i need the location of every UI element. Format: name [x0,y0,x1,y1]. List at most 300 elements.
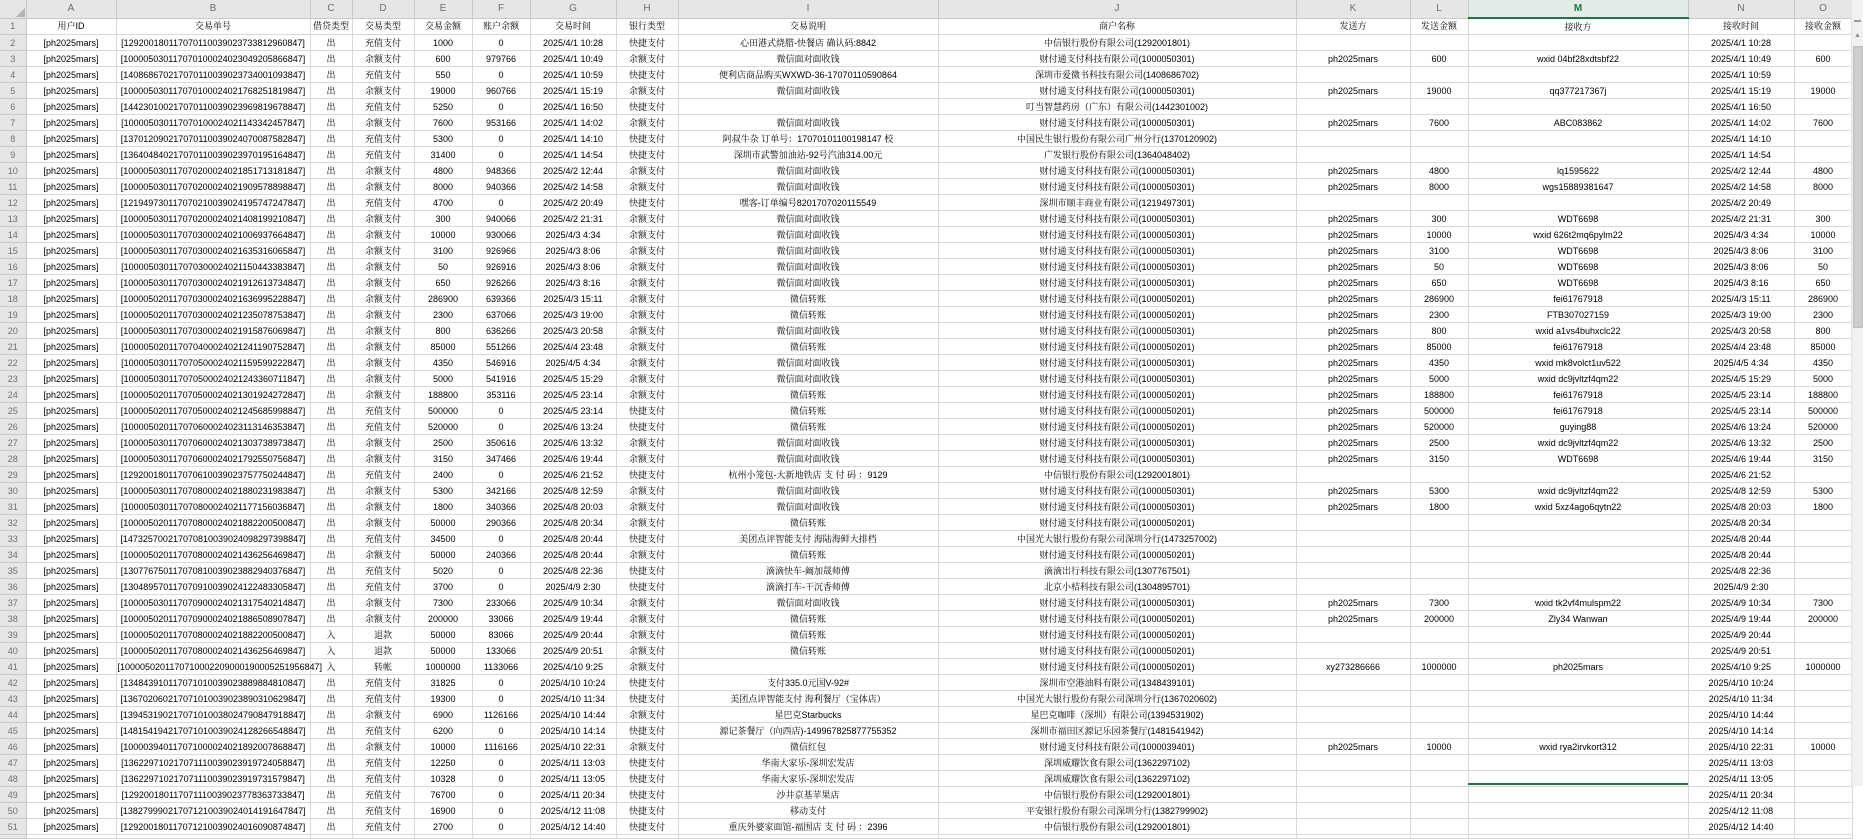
cell-A40[interactable]: [ph2025mars] [26,643,116,659]
cell-N8[interactable]: 2025/4/1 14:10 [1688,131,1794,147]
cell-H45[interactable]: 快捷支付 [616,723,678,739]
cell-B40[interactable]: [100005020117070800024021436256469847] [116,643,310,659]
cell-E44[interactable]: 6900 [414,707,472,723]
cell-B37[interactable]: [100005030117070900024021317540214847] [116,595,310,611]
cell-I49[interactable]: 沙井京基苹果店 [678,787,938,803]
cell-H27[interactable]: 余额支付 [616,435,678,451]
cell-M37[interactable]: wxid tk2vf4mulspm22 [1468,595,1688,611]
cell-F11[interactable]: 940366 [472,179,530,195]
row-header-5[interactable]: 5 [0,83,26,99]
cell-D7[interactable]: 余额支付 [352,115,414,131]
cell-D6[interactable]: 充值支付 [352,99,414,115]
cell-B28[interactable]: [100005030117070600024021792550756847] [116,451,310,467]
row-header-24[interactable]: 24 [0,387,26,403]
cell-I25[interactable]: 微信转账 [678,403,938,419]
cell-I23[interactable]: 微信面对面收钱 [678,371,938,387]
cell-N38[interactable]: 2025/4/9 19:44 [1688,611,1794,627]
cell-M3[interactable]: wxid 04bf28xdtsbf22 [1468,51,1688,67]
cell-D45[interactable]: 充值支付 [352,723,414,739]
cell-N41[interactable]: 2025/4/10 9:25 [1688,659,1794,675]
cell-O39[interactable] [1794,627,1852,643]
cell-A19[interactable]: [ph2025mars] [26,307,116,323]
cell-K35[interactable] [1296,563,1410,579]
cell-K6[interactable] [1296,99,1410,115]
cell-G13[interactable]: 2025/4/2 21:31 [530,211,616,227]
cell-I18[interactable]: 微信转账 [678,291,938,307]
cell-C9[interactable]: 出 [310,147,352,163]
cell-A24[interactable]: [ph2025mars] [26,387,116,403]
row-header-38[interactable]: 38 [0,611,26,627]
cell-C40[interactable]: 入 [310,643,352,659]
cell-D38[interactable]: 余额支付 [352,611,414,627]
cell-E22[interactable]: 4350 [414,355,472,371]
cell-G7[interactable]: 2025/4/1 14:02 [530,115,616,131]
row-header-2[interactable]: 2 [0,35,26,51]
cell-M52[interactable] [1468,835,1688,839]
cell-K26[interactable]: ph2025mars [1296,419,1410,435]
cell-E30[interactable]: 5300 [414,483,472,499]
cell-A33[interactable]: [ph2025mars] [26,531,116,547]
cell-I10[interactable]: 微信面对面收钱 [678,163,938,179]
cell-D20[interactable]: 余额支付 [352,323,414,339]
cell-K19[interactable]: ph2025mars [1296,307,1410,323]
cell-M7[interactable]: ABC083862 [1468,115,1688,131]
cell-A44[interactable]: [ph2025mars] [26,707,116,723]
field-header-L[interactable]: 发送金额 [1410,18,1468,35]
cell-H18[interactable]: 余额支付 [616,291,678,307]
cell-I28[interactable]: 微信面对面收钱 [678,451,938,467]
cell-G27[interactable]: 2025/4/6 13:32 [530,435,616,451]
cell-K48[interactable] [1296,771,1410,787]
cell-N14[interactable]: 2025/4/3 4:34 [1688,227,1794,243]
cell-A41[interactable]: [ph2025mars] [26,659,116,675]
cell-G18[interactable]: 2025/4/3 15:11 [530,291,616,307]
cell-D47[interactable]: 充值支付 [352,755,414,771]
cell-N45[interactable]: 2025/4/10 14:14 [1688,723,1794,739]
cell-M47[interactable] [1468,755,1688,771]
cell-O44[interactable] [1794,707,1852,723]
cell-B34[interactable]: [100005020117070800024021436256469847] [116,547,310,563]
cell-F13[interactable]: 940066 [472,211,530,227]
cell-D12[interactable]: 充值支付 [352,195,414,211]
cell-D35[interactable]: 充值支付 [352,563,414,579]
cell-E24[interactable]: 188800 [414,387,472,403]
cell-G44[interactable]: 2025/4/10 14:44 [530,707,616,723]
cell-I46[interactable]: 微信红包 [678,739,938,755]
cell-O27[interactable]: 2500 [1794,435,1852,451]
cell-D39[interactable]: 退款 [352,627,414,643]
cell-G52[interactable] [530,835,616,839]
cell-F52[interactable] [472,835,530,839]
cell-A10[interactable]: [ph2025mars] [26,163,116,179]
cell-E51[interactable]: 2700 [414,819,472,835]
cell-N16[interactable]: 2025/4/3 8:06 [1688,259,1794,275]
cell-A32[interactable]: [ph2025mars] [26,515,116,531]
cell-I32[interactable]: 微信转账 [678,515,938,531]
cell-L37[interactable]: 7300 [1410,595,1468,611]
cell-L8[interactable] [1410,131,1468,147]
cell-G29[interactable]: 2025/4/6 21:52 [530,467,616,483]
cell-F35[interactable]: 0 [472,563,530,579]
cell-K11[interactable]: ph2025mars [1296,179,1410,195]
cell-J11[interactable]: 财付通支付科技有限公司(1000050301) [938,179,1296,195]
cell-D10[interactable]: 余额支付 [352,163,414,179]
row-header-31[interactable]: 31 [0,499,26,515]
cell-D26[interactable]: 充值支付 [352,419,414,435]
cell-K9[interactable] [1296,147,1410,163]
cell-L33[interactable] [1410,531,1468,547]
cell-A30[interactable]: [ph2025mars] [26,483,116,499]
cell-J6[interactable]: 叮当智慧药房（广东）有限公司(1442301002) [938,99,1296,115]
cell-C17[interactable]: 出 [310,275,352,291]
column-header-G[interactable]: G [530,0,616,18]
cell-E50[interactable]: 16900 [414,803,472,819]
cell-J29[interactable]: 中信银行股份有限公司(1292001801) [938,467,1296,483]
cell-G3[interactable]: 2025/4/1 10:49 [530,51,616,67]
cell-F33[interactable]: 0 [472,531,530,547]
cell-O6[interactable] [1794,99,1852,115]
cell-C11[interactable]: 出 [310,179,352,195]
cell-A18[interactable]: [ph2025mars] [26,291,116,307]
cell-O11[interactable]: 8000 [1794,179,1852,195]
cell-N2[interactable]: 2025/4/1 10:28 [1688,35,1794,51]
cell-B8[interactable]: [137012090217070110039024070087582847] [116,131,310,147]
cell-K28[interactable]: ph2025mars [1296,451,1410,467]
cell-N17[interactable]: 2025/4/3 8:16 [1688,275,1794,291]
cell-K10[interactable]: ph2025mars [1296,163,1410,179]
cell-H52[interactable] [616,835,678,839]
column-header-E[interactable]: E [414,0,472,18]
cell-O21[interactable]: 85000 [1794,339,1852,355]
cell-B12[interactable]: [121949730117070210039024195747247847] [116,195,310,211]
cell-I5[interactable]: 微信面对面收钱 [678,83,938,99]
cell-I15[interactable]: 微信面对面收钱 [678,243,938,259]
cell-E39[interactable]: 50000 [414,627,472,643]
cell-D11[interactable]: 余额支付 [352,179,414,195]
cell-K16[interactable]: ph2025mars [1296,259,1410,275]
column-header-D[interactable]: D [352,0,414,18]
cell-F23[interactable]: 541916 [472,371,530,387]
cell-J23[interactable]: 财付通支付科技有限公司(1000050301) [938,371,1296,387]
cell-O29[interactable] [1794,467,1852,483]
cell-G51[interactable]: 2025/4/12 14:40 [530,819,616,835]
cell-M29[interactable] [1468,467,1688,483]
cell-A43[interactable]: [ph2025mars] [26,691,116,707]
cell-C30[interactable]: 出 [310,483,352,499]
cell-I40[interactable]: 微信转账 [678,643,938,659]
cell-I19[interactable]: 微信转账 [678,307,938,323]
cell-H43[interactable]: 快捷支付 [616,691,678,707]
cell-O41[interactable]: 1000000 [1794,659,1852,675]
cell-B47[interactable]: [136229710217071110039023919724058847] [116,755,310,771]
cell-G2[interactable]: 2025/4/1 10:28 [530,35,616,51]
cell-E27[interactable]: 2500 [414,435,472,451]
cell-G32[interactable]: 2025/4/8 20:34 [530,515,616,531]
cell-F45[interactable]: 0 [472,723,530,739]
cell-M45[interactable] [1468,723,1688,739]
cell-L40[interactable] [1410,643,1468,659]
cell-C31[interactable]: 出 [310,499,352,515]
cell-K38[interactable]: ph2025mars [1296,611,1410,627]
cell-D49[interactable]: 充值支付 [352,787,414,803]
cell-A3[interactable]: [ph2025mars] [26,51,116,67]
cell-J38[interactable]: 财付通支付科技有限公司(1000050201) [938,611,1296,627]
cell-C21[interactable]: 出 [310,339,352,355]
cell-G39[interactable]: 2025/4/9 20:44 [530,627,616,643]
row-header-9[interactable]: 9 [0,147,26,163]
cell-M13[interactable]: WDT6698 [1468,211,1688,227]
cell-F30[interactable]: 342166 [472,483,530,499]
cell-O26[interactable]: 520000 [1794,419,1852,435]
cell-C13[interactable]: 出 [310,211,352,227]
cell-K15[interactable]: ph2025mars [1296,243,1410,259]
cell-C23[interactable]: 出 [310,371,352,387]
cell-L24[interactable]: 188800 [1410,387,1468,403]
cell-H21[interactable]: 余额支付 [616,339,678,355]
cell-H16[interactable]: 余额支付 [616,259,678,275]
cell-K2[interactable] [1296,35,1410,51]
cell-A45[interactable]: [ph2025mars] [26,723,116,739]
vertical-scrollbar[interactable] [1851,0,1863,786]
cell-E47[interactable]: 12250 [414,755,472,771]
cell-C39[interactable]: 入 [310,627,352,643]
field-header-I[interactable]: 交易说明 [678,18,938,35]
row-header-7[interactable]: 7 [0,115,26,131]
cell-M8[interactable] [1468,131,1688,147]
field-header-B[interactable]: 交易单号 [116,18,310,35]
cell-M6[interactable] [1468,99,1688,115]
cell-A22[interactable]: [ph2025mars] [26,355,116,371]
field-header-F[interactable]: 账户余额 [472,18,530,35]
cell-L22[interactable]: 4350 [1410,355,1468,371]
cell-F10[interactable]: 948366 [472,163,530,179]
row-header-46[interactable]: 46 [0,739,26,755]
cell-E4[interactable]: 550 [414,67,472,83]
cell-E20[interactable]: 800 [414,323,472,339]
cell-L20[interactable]: 800 [1410,323,1468,339]
cell-E6[interactable]: 5250 [414,99,472,115]
cell-N52[interactable] [1688,835,1794,839]
cell-H51[interactable]: 快捷支付 [616,819,678,835]
cell-K33[interactable] [1296,531,1410,547]
cell-I20[interactable]: 微信面对面收钱 [678,323,938,339]
cell-M9[interactable] [1468,147,1688,163]
cell-B17[interactable]: [100005030117070300024021912613734847] [116,275,310,291]
cell-J44[interactable]: 星巴克咖啡（深圳）有限公司(1394531902) [938,707,1296,723]
row-header-49[interactable]: 49 [0,787,26,803]
cell-E11[interactable]: 8000 [414,179,472,195]
cell-M44[interactable] [1468,707,1688,723]
cell-J15[interactable]: 财付通支付科技有限公司(1000050301) [938,243,1296,259]
cell-B15[interactable]: [100005030117070300024021635316065847] [116,243,310,259]
cell-N24[interactable]: 2025/4/5 23:14 [1688,387,1794,403]
cell-N36[interactable]: 2025/4/9 2:30 [1688,579,1794,595]
cell-E18[interactable]: 286900 [414,291,472,307]
cell-J33[interactable]: 中国光大银行股份有限公司深圳分行(1473257002) [938,531,1296,547]
cell-A9[interactable]: [ph2025mars] [26,147,116,163]
row-header-43[interactable]: 43 [0,691,26,707]
cell-D51[interactable]: 充值支付 [352,819,414,835]
cell-O32[interactable] [1794,515,1852,531]
cell-A48[interactable]: [ph2025mars] [26,771,116,787]
cell-H13[interactable]: 余额支付 [616,211,678,227]
cell-J9[interactable]: 广发银行股份有限公司(1364048402) [938,147,1296,163]
cell-A2[interactable]: [ph2025mars] [26,35,116,51]
cell-L43[interactable] [1410,691,1468,707]
cell-F5[interactable]: 960766 [472,83,530,99]
cell-B25[interactable]: [100005020117070500024021245685998847] [116,403,310,419]
cell-N9[interactable]: 2025/4/1 14:54 [1688,147,1794,163]
cell-D28[interactable]: 余额支付 [352,451,414,467]
cell-L13[interactable]: 300 [1410,211,1468,227]
cell-G26[interactable]: 2025/4/6 13:24 [530,419,616,435]
cell-O49[interactable] [1794,787,1852,803]
cell-H29[interactable]: 快捷支付 [616,467,678,483]
cell-N15[interactable]: 2025/4/3 8:06 [1688,243,1794,259]
row-header-21[interactable]: 21 [0,339,26,355]
cell-C50[interactable]: 出 [310,803,352,819]
cell-I9[interactable]: 深圳市武警加油站-92号汽油314.00元 [678,147,938,163]
cell-A34[interactable]: [ph2025mars] [26,547,116,563]
cell-C20[interactable]: 出 [310,323,352,339]
row-header-12[interactable]: 12 [0,195,26,211]
cell-N23[interactable]: 2025/4/5 15:29 [1688,371,1794,387]
cell-H6[interactable]: 快捷支付 [616,99,678,115]
cell-J45[interactable]: 深圳市福田区源记乐园茶餐厅(1481541942) [938,723,1296,739]
cell-G23[interactable]: 2025/4/5 15:29 [530,371,616,387]
cell-D52[interactable] [352,835,414,839]
cell-J32[interactable]: 财付通支付科技有限公司(1000050201) [938,515,1296,531]
column-header-B[interactable]: B [116,0,310,18]
cell-I39[interactable]: 微信转账 [678,627,938,643]
cell-D43[interactable]: 充值支付 [352,691,414,707]
cell-M24[interactable]: fei61767918 [1468,387,1688,403]
cell-O10[interactable]: 4800 [1794,163,1852,179]
cell-D42[interactable]: 充值支付 [352,675,414,691]
cell-F22[interactable]: 546916 [472,355,530,371]
cell-B4[interactable]: [140868670217070110039023734001093847] [116,67,310,83]
cell-M10[interactable]: lq1595622 [1468,163,1688,179]
cell-I52[interactable] [678,835,938,839]
cell-C41[interactable]: 入 [310,659,352,675]
cell-H22[interactable]: 余额支付 [616,355,678,371]
row-header-1[interactable]: 1 [0,18,26,35]
cell-O51[interactable] [1794,819,1852,835]
cell-E26[interactable]: 520000 [414,419,472,435]
cell-G50[interactable]: 2025/4/12 11:08 [530,803,616,819]
cell-K14[interactable]: ph2025mars [1296,227,1410,243]
cell-N10[interactable]: 2025/4/2 12:44 [1688,163,1794,179]
cell-A16[interactable]: [ph2025mars] [26,259,116,275]
cell-G42[interactable]: 2025/4/10 10:24 [530,675,616,691]
cell-I12[interactable]: 嘿客-订单编号8201707020115549 [678,195,938,211]
row-header-47[interactable]: 47 [0,755,26,771]
cell-G46[interactable]: 2025/4/10 22:31 [530,739,616,755]
cell-A23[interactable]: [ph2025mars] [26,371,116,387]
field-header-K[interactable]: 发送方 [1296,18,1410,35]
cell-K3[interactable]: ph2025mars [1296,51,1410,67]
cell-N7[interactable]: 2025/4/1 14:02 [1688,115,1794,131]
cell-D2[interactable]: 充值支付 [352,35,414,51]
cell-C42[interactable]: 出 [310,675,352,691]
cell-O2[interactable] [1794,35,1852,51]
cell-N43[interactable]: 2025/4/10 11:34 [1688,691,1794,707]
cell-D21[interactable]: 余额支付 [352,339,414,355]
cell-C34[interactable]: 出 [310,547,352,563]
cell-J52[interactable] [938,835,1296,839]
cell-F25[interactable]: 0 [472,403,530,419]
cell-I4[interactable]: 便利店商品购买WXWD-36-17070110590864 [678,67,938,83]
cell-F3[interactable]: 979766 [472,51,530,67]
cell-C46[interactable]: 出 [310,739,352,755]
cell-C48[interactable]: 出 [310,771,352,787]
cell-J12[interactable]: 深圳市顺丰商业有限公司(1219497301) [938,195,1296,211]
cell-L16[interactable]: 50 [1410,259,1468,275]
row-header-15[interactable]: 15 [0,243,26,259]
cell-K13[interactable]: ph2025mars [1296,211,1410,227]
cell-F27[interactable]: 350616 [472,435,530,451]
cell-J7[interactable]: 财付通支付科技有限公司(1000050301) [938,115,1296,131]
column-header-A[interactable]: A [26,0,116,18]
cell-L3[interactable]: 600 [1410,51,1468,67]
cell-O28[interactable]: 3150 [1794,451,1852,467]
cell-J2[interactable]: 中信银行股份有限公司(1292001801) [938,35,1296,51]
cell-I24[interactable]: 微信转账 [678,387,938,403]
cell-L39[interactable] [1410,627,1468,643]
cell-H28[interactable]: 余额支付 [616,451,678,467]
cell-J17[interactable]: 财付通支付科技有限公司(1000050301) [938,275,1296,291]
cell-I37[interactable]: 微信面对面收钱 [678,595,938,611]
cell-M43[interactable] [1468,691,1688,707]
cell-H36[interactable]: 快捷支付 [616,579,678,595]
field-header-J[interactable]: 商户名称 [938,18,1296,35]
cell-B9[interactable]: [136404840217070110039023970195164847] [116,147,310,163]
cell-J34[interactable]: 财付通支付科技有限公司(1000050201) [938,547,1296,563]
cell-B24[interactable]: [100005020117070500024021301924272847] [116,387,310,403]
cell-L23[interactable]: 5000 [1410,371,1468,387]
column-header-I[interactable]: I [678,0,938,18]
cell-J13[interactable]: 财付通支付科技有限公司(1000050301) [938,211,1296,227]
row-header-19[interactable]: 19 [0,307,26,323]
cell-H4[interactable]: 快捷支付 [616,67,678,83]
cell-L26[interactable]: 520000 [1410,419,1468,435]
cell-E10[interactable]: 4800 [414,163,472,179]
cell-H46[interactable]: 余额支付 [616,739,678,755]
cell-F21[interactable]: 551266 [472,339,530,355]
cell-C29[interactable]: 出 [310,467,352,483]
cell-E9[interactable]: 31400 [414,147,472,163]
cell-L31[interactable]: 1800 [1410,499,1468,515]
cell-M21[interactable]: fei61767918 [1468,339,1688,355]
cell-O30[interactable]: 5300 [1794,483,1852,499]
cell-K30[interactable]: ph2025mars [1296,483,1410,499]
cell-E14[interactable]: 10000 [414,227,472,243]
cell-M23[interactable]: wxid dc9jvltzf4qm22 [1468,371,1688,387]
cell-H38[interactable]: 余额支付 [616,611,678,627]
cell-J5[interactable]: 财付通支付科技有限公司(1000050301) [938,83,1296,99]
cell-M30[interactable]: wxid dc9jvltzf4qm22 [1468,483,1688,499]
row-header-40[interactable]: 40 [0,643,26,659]
cell-J47[interactable]: 深圳威耀饮食有限公司(1362297102) [938,755,1296,771]
cell-L30[interactable]: 5300 [1410,483,1468,499]
cell-O24[interactable]: 188800 [1794,387,1852,403]
cell-I14[interactable]: 微信面对面收钱 [678,227,938,243]
cell-B35[interactable]: [130776750117070810039023882940376847] [116,563,310,579]
row-header-34[interactable]: 34 [0,547,26,563]
cell-L5[interactable]: 19000 [1410,83,1468,99]
cell-L2[interactable] [1410,35,1468,51]
cell-L36[interactable] [1410,579,1468,595]
